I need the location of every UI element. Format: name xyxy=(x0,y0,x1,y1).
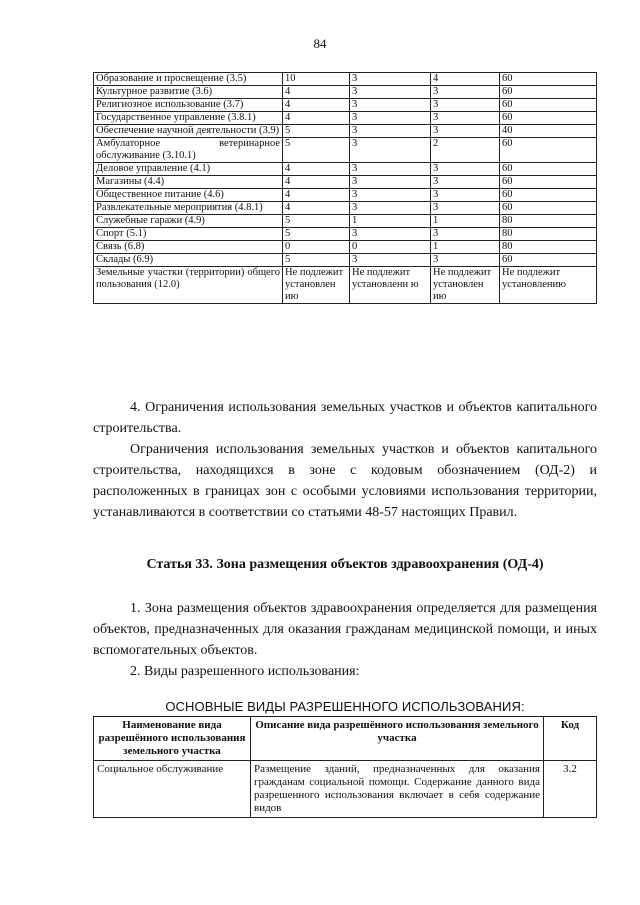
parameter-cell: 40 xyxy=(500,125,597,138)
parameter-cell: 3 xyxy=(431,163,500,176)
parameter-cell: 80 xyxy=(500,241,597,254)
parameter-cell: 3 xyxy=(350,189,431,202)
parameter-cell: 3 xyxy=(350,86,431,99)
parameter-cell: 3 xyxy=(431,112,500,125)
parameter-cell: 60 xyxy=(500,189,597,202)
parameters-table xyxy=(93,72,597,304)
parameter-cell: 4 xyxy=(431,73,500,86)
parameter-cell: 3 xyxy=(350,138,431,163)
table-row xyxy=(94,189,597,202)
parameter-cell: 0 xyxy=(350,241,431,254)
table-row xyxy=(94,112,597,125)
parameter-cell: 3 xyxy=(350,163,431,176)
parameter-cell: 60 xyxy=(500,86,597,99)
parameter-cell: 4 xyxy=(283,189,350,202)
usage-type-cell: Земельные участки (территории) общего пользования (12.0) xyxy=(94,267,283,304)
parameter-cell: 4 xyxy=(283,163,350,176)
parameter-cell: 10 xyxy=(283,73,350,86)
table-row xyxy=(94,176,597,189)
usage-type-cell: Образование и просвещение (3.5) xyxy=(94,73,283,86)
paragraph-zone-definition: 1. Зона размещения объектов здравоохранения определяется для размещения объектов, предназначенных для оказания гражданам медицинской помощи, и иных вспомогательных объектов. xyxy=(93,601,597,658)
parameter-cell: 1 xyxy=(431,241,500,254)
parameter-cell: 3 xyxy=(431,176,500,189)
usage-type-cell: Религиозное использование (3.7) xyxy=(94,99,283,112)
header-code: Код xyxy=(544,717,597,761)
parameter-cell: 60 xyxy=(500,99,597,112)
usage-type-cell: Спорт (5.1) xyxy=(94,228,283,241)
parameter-cell: 4 xyxy=(283,176,350,189)
parameter-cell: 3 xyxy=(431,125,500,138)
parameter-cell: 60 xyxy=(500,163,597,176)
parameter-cell: 60 xyxy=(500,138,597,163)
table-row xyxy=(94,215,597,228)
page-number: 84 xyxy=(313,36,327,51)
usage-type-cell: Деловое управление (4.1) xyxy=(94,163,283,176)
parameter-cell: 3 xyxy=(350,228,431,241)
parameter-cell: 5 xyxy=(283,125,350,138)
parameter-cell: 4 xyxy=(283,99,350,112)
parameter-cell: 3 xyxy=(431,99,500,112)
parameter-cell: 2 xyxy=(431,138,500,163)
usage-type-cell: Амбулаторное ветеринарное обслуживание (3.10.1) xyxy=(94,138,283,163)
parameter-cell: 3 xyxy=(431,189,500,202)
usage-type-cell: Связь (6.8) xyxy=(94,241,283,254)
usage-name: Социальное обслуживание xyxy=(94,761,251,818)
table-row xyxy=(94,241,597,254)
table-row xyxy=(94,163,597,176)
parameter-cell: 60 xyxy=(500,73,597,86)
parameter-cell: 4 xyxy=(283,86,350,99)
parameter-cell: 3 xyxy=(350,112,431,125)
usage-type-cell: Культурное развитие (3.6) xyxy=(94,86,283,99)
usage-type-cell: Склады (6.9) xyxy=(94,254,283,267)
parameter-cell: 5 xyxy=(283,254,350,267)
usage-type-cell: Обеспечение научной деятельности (3.9) xyxy=(94,125,283,138)
parameter-cell: 3 xyxy=(350,254,431,267)
parameter-cell: 3 xyxy=(431,254,500,267)
table-row xyxy=(94,202,597,215)
parameter-cell: Не подлежит установлени ю xyxy=(350,267,431,304)
paragraph-restrictions-title: 4. Ограничения использования земельных участков и объектов капитального строительства. xyxy=(93,400,597,436)
usage-type-cell: Государственное управление (3.8.1) xyxy=(94,112,283,125)
parameter-cell: Не подлежит установлен ию xyxy=(283,267,350,304)
table-row xyxy=(94,138,597,163)
usage-table-row xyxy=(94,761,597,818)
usage-type-cell: Общественное питание (4.6) xyxy=(94,189,283,202)
parameter-cell: 60 xyxy=(500,202,597,215)
parameter-cell: 3 xyxy=(431,228,500,241)
parameter-cell: 5 xyxy=(283,228,350,241)
usage-code: 3.2 xyxy=(544,761,597,818)
parameter-cell: 60 xyxy=(500,176,597,189)
usage-table-header-row xyxy=(94,717,597,761)
table-row xyxy=(94,125,597,138)
parameter-cell: 0 xyxy=(283,241,350,254)
table-row xyxy=(94,267,597,304)
table-row xyxy=(94,73,597,86)
usage-description: Размещение зданий, предназначенных для оказания гражданам социальной помощи. Содержание данного вида разрешенного использования включает в себя содержание видов xyxy=(251,761,544,818)
main-usage-types-title: ОСНОВНЫЕ ВИДЫ РАЗРЕШЕННОГО ИСПОЛЬЗОВАНИЯ: xyxy=(165,699,525,714)
parameter-cell: 60 xyxy=(500,112,597,125)
parameter-cell: 5 xyxy=(283,215,350,228)
parameter-cell: 1 xyxy=(431,215,500,228)
header-description: Описание вида разрешённого использования земельного участка xyxy=(251,717,544,761)
parameter-cell: 60 xyxy=(500,254,597,267)
parameter-cell: 3 xyxy=(350,73,431,86)
parameter-cell: 80 xyxy=(500,228,597,241)
parameter-cell: Не подлежит установлению xyxy=(500,267,597,304)
header-name: Наименование вида разрешённого использования земельного участка xyxy=(94,717,251,761)
usage-type-cell: Развлекательные мероприятия (4.8.1) xyxy=(94,202,283,215)
parameter-cell: 80 xyxy=(500,215,597,228)
table-row xyxy=(94,99,597,112)
usage-type-cell: Служебные гаражи (4.9) xyxy=(94,215,283,228)
parameter-cell: 4 xyxy=(283,202,350,215)
parameter-cell: 3 xyxy=(431,202,500,215)
parameter-cell: 3 xyxy=(350,99,431,112)
usage-types-table xyxy=(93,716,597,818)
table-row xyxy=(94,254,597,267)
table-row xyxy=(94,86,597,99)
parameter-cell: 5 xyxy=(283,138,350,163)
paragraph-restrictions-body: Ограничения использования земельных участков и объектов капитального строительства, находящихся в зоне с кодовым обозначением (ОД-2) и расположенных в границах зон с особыми условиями использования территории, устанавливаются в соответствии со статьями 48-57 настоящих Правил. xyxy=(93,442,597,520)
parameter-cell: Не подлежит установлен ию xyxy=(431,267,500,304)
paragraph-usage-types: 2. Виды разрешенного использования: xyxy=(130,664,360,679)
table-row xyxy=(94,228,597,241)
parameter-cell: 3 xyxy=(350,125,431,138)
parameter-cell: 3 xyxy=(350,202,431,215)
parameter-cell: 4 xyxy=(283,112,350,125)
parameter-cell: 1 xyxy=(350,215,431,228)
article-heading: Статья 33. Зона размещения объектов здравоохранения (ОД-4) xyxy=(146,557,544,572)
parameter-cell: 3 xyxy=(431,86,500,99)
parameter-cell: 3 xyxy=(350,176,431,189)
usage-type-cell: Магазины (4.4) xyxy=(94,176,283,189)
parameters-table-body xyxy=(94,73,597,304)
